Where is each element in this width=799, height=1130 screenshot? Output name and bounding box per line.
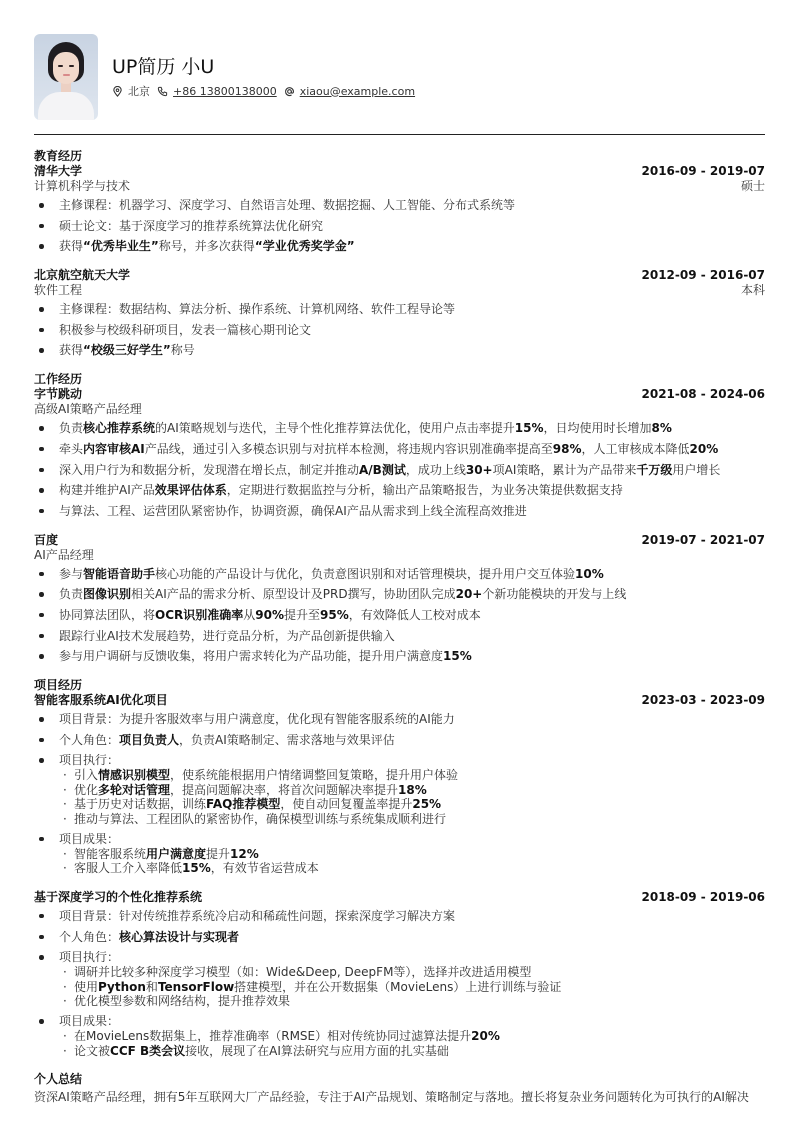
highlight-text: 15% <box>443 649 472 664</box>
date-range: 2016-09 - 2019-07 <box>641 164 765 178</box>
text-run: 硕士论文：基于深度学习的推荐系统算法优化研究 <box>59 218 324 233</box>
degree: 本科 <box>740 283 765 298</box>
company-name: 字节跳动 <box>34 387 83 402</box>
highlight-text: TensorFlow <box>157 979 235 994</box>
sub-list-item <box>59 847 765 862</box>
phone-link[interactable]: +86 13800138000 <box>173 84 277 98</box>
highlight-text: 15% <box>182 861 211 876</box>
text-run: 获得 <box>59 343 84 358</box>
sub-list-item <box>59 812 765 827</box>
header-divider <box>34 134 765 135</box>
highlight-text: 智能语音助手 <box>83 566 156 581</box>
list-item <box>34 607 765 623</box>
text-run: 项目背景：针对传统推荐系统冷启动和稀疏性问题，探索深度学习解决方案 <box>59 908 456 923</box>
text-run: 获得 <box>59 239 84 254</box>
degree: 硕士 <box>740 179 765 193</box>
highlight-text: 90% <box>255 607 285 622</box>
major: 计算机科学与技术 <box>34 179 131 193</box>
highlight-text: FAQ推荐模型 <box>206 797 281 812</box>
text-run: ，有效节省运营成本 <box>210 861 319 876</box>
highlight-text: 95% <box>320 607 349 622</box>
project-name: 智能客服系统AI优化项目 <box>34 693 168 708</box>
sub-list-item <box>59 965 765 980</box>
summary-text: 资深AI策略产品经理，拥有5年互联网大厂产品经验，专注于AI产品规划、策略制定与落地。擅长将复杂业务问题转化为可执行的AI解决 <box>34 1090 749 1105</box>
highlight-text: Python <box>98 979 146 994</box>
highlight-text: 8% <box>651 421 672 436</box>
list-item <box>34 566 765 582</box>
text-run: 项目成果： <box>59 831 120 846</box>
section-title: 工作经历 <box>34 372 83 387</box>
major: 软件工程 <box>34 283 83 298</box>
text-run: ，使系统能根据用户情绪调整回复策略，提升用户体验 <box>170 768 459 783</box>
text-run: 基于历史对话数据，训练 <box>74 797 207 812</box>
work-section <box>34 372 765 664</box>
text-run: ，有效降低人工校对成本 <box>348 607 481 622</box>
list-item <box>34 420 765 436</box>
text-run: 从 <box>243 607 256 622</box>
list-item <box>34 322 765 338</box>
candidate-name: UP简历 小U <box>112 56 215 78</box>
highlight-text: OCR识别准确率 <box>155 607 244 622</box>
list-item <box>34 503 765 519</box>
date-range: 2012-09 - 2016-07 <box>641 268 765 283</box>
highlight-text: 98% <box>552 441 582 456</box>
highlight-text: 30+ <box>465 462 493 477</box>
text-run: 协同算法团队，将 <box>59 607 156 622</box>
list-item <box>34 628 765 644</box>
bullet-list <box>34 711 765 876</box>
projects-section <box>34 678 765 1058</box>
entry-sub-row <box>34 548 765 563</box>
highlight-text: A/B测试 <box>359 462 406 477</box>
highlight-text: “校级三好学生” <box>83 343 171 358</box>
entry-header-row <box>34 890 765 905</box>
text-run: 跟踪行业AI技术发展趋势，进行竞品分析，为产品创新提供输入 <box>59 628 395 643</box>
bullet-list <box>34 908 765 1058</box>
highlight-text: 图像识别 <box>83 587 132 602</box>
sub-list-item <box>59 980 765 995</box>
date-range: 2021-08 - 2024-06 <box>641 387 765 402</box>
list-item <box>34 732 765 748</box>
sub-list-item <box>59 797 765 812</box>
text-run: ，日均使用时长增加 <box>543 421 652 436</box>
text-run: 项AI策略，累计为产品带来 <box>492 462 637 477</box>
entry-header-row <box>34 533 765 548</box>
list-item <box>34 301 765 317</box>
text-run: 深入用户行为和数据分析，发现潜在增长点，制定并推动 <box>59 462 360 477</box>
text-run: 负责 <box>59 421 84 436</box>
text-run: ，负责AI策略制定、需求落地与效果评估 <box>179 732 395 747</box>
text-run: ，提高问题解决率，将首次问题解决率提升 <box>170 782 399 797</box>
highlight-text: 千万级 <box>636 462 673 477</box>
text-run: 称号，并多次获得 <box>158 239 255 254</box>
sub-list <box>59 768 765 826</box>
list-item <box>34 929 765 945</box>
bullet-list <box>34 566 765 664</box>
list-item <box>34 482 765 498</box>
highlight-text: 10% <box>575 566 604 581</box>
text-run: 搭建模型，并在公开数据集（MovieLens）上进行训练与验证 <box>234 979 562 994</box>
location-text: 北京 <box>128 85 150 98</box>
text-run: ，定期进行数据监控与分析，输出产品策略报告，为业务决策提供数据支持 <box>226 483 623 498</box>
highlight-text: 核心算法设计与实现者 <box>119 929 240 944</box>
text-run: 与算法、工程、运营团队紧密协作，协调资源，确保AI产品从需求到上线全流程高效推进 <box>59 503 527 518</box>
bullet-list <box>34 420 765 518</box>
date-range: 2023-03 - 2023-09 <box>641 693 765 708</box>
highlight-text: 18% <box>398 782 427 797</box>
sub-list <box>59 1029 765 1058</box>
text-run: 个人角色： <box>59 929 120 944</box>
bullet-list <box>34 301 765 358</box>
highlight-text: 25% <box>412 797 442 812</box>
highlight-text: “学业优秀奖学金” <box>254 239 355 254</box>
list-item <box>34 908 765 924</box>
entry-header-row <box>34 164 765 179</box>
sub-list-item <box>59 783 765 798</box>
text-run: 使用 <box>74 979 99 994</box>
project-entry <box>34 890 765 1058</box>
highlight-text: 12% <box>230 846 259 861</box>
sub-list-item <box>59 861 765 876</box>
text-run: 参与 <box>59 566 84 581</box>
sub-list-item <box>59 1029 765 1044</box>
text-run: 在MovieLens数据集上，推荐准确率（RMSE）相对传统协同过滤算法提升 <box>74 1029 472 1044</box>
phone-icon <box>157 86 168 97</box>
company-name: 百度 <box>34 532 59 547</box>
text-run: 项目执行： <box>59 950 120 965</box>
highlight-text: CCF B类会议 <box>110 1043 186 1058</box>
list-item <box>34 218 765 234</box>
project-name: 基于深度学习的个性化推荐系统 <box>34 889 203 904</box>
highlight-text: 20% <box>471 1029 500 1044</box>
education-section <box>34 149 765 358</box>
text-run: 主修课程：机器学习、深度学习、自然语言处理、数据挖掘、人工智能、分布式系统等 <box>59 198 516 212</box>
sub-list-item <box>59 768 765 783</box>
text-run: 和 <box>145 979 158 994</box>
sub-list <box>59 965 765 1009</box>
avatar-photo <box>34 34 98 120</box>
list-item <box>34 462 765 478</box>
sub-list-item <box>59 1044 765 1059</box>
education-entry <box>34 164 765 254</box>
highlight-text: 内容审核AI <box>83 441 145 456</box>
bullet-list <box>34 197 765 254</box>
list-item <box>34 1013 765 1058</box>
education-entry <box>34 268 765 358</box>
text-run: 论文被 <box>74 1043 111 1058</box>
sub-list <box>59 847 765 876</box>
entry-sub-row <box>34 283 765 298</box>
text-run: 积极参与校级科研项目，发表一篇核心期刊论文 <box>59 322 312 337</box>
list-item <box>34 238 765 254</box>
text-run: 参与用户调研与反馈收集，将用户需求转化为产品功能，提升用户满意度 <box>59 649 444 664</box>
section-title: 项目经历 <box>34 678 83 693</box>
list-item <box>34 831 765 876</box>
text-run: 构建并维护AI产品 <box>59 483 155 498</box>
text-run: 提升至 <box>284 607 321 622</box>
text-run: 的AI策略规划与迭代，主导个性化推荐算法优化，使用户点击率提升 <box>155 421 515 436</box>
sub-list-item <box>59 994 765 1009</box>
text-run: 智能客服系统 <box>74 846 147 861</box>
list-item <box>34 441 765 457</box>
entry-header-row <box>34 387 765 402</box>
text-run: 优化模型参数和网络结构，提升推荐效果 <box>74 994 291 1009</box>
section-title: 教育经历 <box>34 149 83 163</box>
highlight-text: “优秀毕业生” <box>83 239 159 254</box>
highlight-text: 核心推荐系统 <box>83 421 156 436</box>
highlight-text: 效果评估体系 <box>154 483 227 498</box>
highlight-text: 情感识别模型 <box>98 768 171 783</box>
school-name: 清华大学 <box>34 164 83 178</box>
text-run: 接收，展现了在AI算法研究与应用方面的扎实基础 <box>185 1043 449 1058</box>
job-title: AI产品经理 <box>34 547 94 562</box>
text-run: 引入 <box>74 768 99 783</box>
job-title: 高级AI策略产品经理 <box>34 402 142 417</box>
text-run: 项目成果： <box>59 1014 120 1029</box>
text-run: 相关AI产品的需求分析、原型设计及PRD撰写，协助团队完成 <box>131 587 456 602</box>
text-run: ，使自动回复覆盖率提升 <box>280 797 413 812</box>
text-run: 推动与算法、工程团队的紧密协作，确保模型训练与系统集成顺利进行 <box>74 811 447 826</box>
date-range: 2018-09 - 2019-06 <box>641 889 765 904</box>
list-item <box>34 342 765 358</box>
list-item <box>34 586 765 602</box>
school-name: 北京航空航天大学 <box>34 268 131 283</box>
text-run: 称号 <box>170 343 195 358</box>
email-link[interactable]: xiaou@example.com <box>299 84 416 98</box>
entry-sub-row <box>34 179 765 194</box>
text-run: 个人角色： <box>59 732 120 747</box>
text-run: 项目背景：为提升客服效率与用户满意度，优化现有智能客服系统的AI能力 <box>59 712 455 727</box>
highlight-text: 15% <box>514 421 544 436</box>
highlight-text: 用户满意度 <box>146 846 207 861</box>
list-item <box>34 949 765 1009</box>
work-entry <box>34 533 765 664</box>
highlight-text: 20+ <box>455 587 483 602</box>
highlight-text: 20% <box>689 441 719 456</box>
at-sign-icon <box>284 86 295 97</box>
work-entry <box>34 387 765 518</box>
map-pin-icon <box>112 86 123 97</box>
section-title: 个人总结 <box>34 1072 83 1087</box>
text-run: 牵头 <box>59 441 84 456</box>
list-item <box>34 648 765 664</box>
text-run: ，成功上线 <box>405 462 466 477</box>
list-item <box>34 752 765 826</box>
resume-header <box>34 34 765 120</box>
list-item <box>34 197 765 213</box>
text-run: 个新功能模块的开发与上线 <box>482 587 627 602</box>
text-run: 负责 <box>59 587 84 602</box>
text-run: 用户增长 <box>672 462 721 477</box>
entry-header-row <box>34 693 765 708</box>
entry-header-row <box>34 268 765 283</box>
contact-info <box>112 83 422 99</box>
text-run: 客服人工介入率降低 <box>74 861 183 876</box>
resume-page <box>34 34 765 1105</box>
text-run: 提升 <box>206 846 231 861</box>
entry-sub-row <box>34 402 765 417</box>
list-item <box>34 711 765 727</box>
text-run: 优化 <box>74 782 99 797</box>
text-run: 核心功能的产品设计与优化，负责意图识别和对话管理模块，提升用户交互体验 <box>155 566 576 581</box>
text-run: 主修课程：数据结构、算法分析、操作系统、计算机网络、软件工程导论等 <box>59 302 456 317</box>
text-run: 调研并比较多种深度学习模型（如：Wide&Deep, DeepFM等），选择并改进适用模型 <box>74 965 532 980</box>
text-run: 项目执行： <box>59 753 120 768</box>
project-entry <box>34 693 765 876</box>
summary-section <box>34 1072 765 1105</box>
text-run: ，人工审核成本降低 <box>581 441 690 456</box>
highlight-text: 多轮对话管理 <box>98 782 171 797</box>
highlight-text: 项目负责人 <box>119 732 180 747</box>
text-run: 产品线，通过引入多模态识别与对抗样本检测，将违规内容识别准确率提高至 <box>144 441 553 456</box>
date-range: 2019-07 - 2021-07 <box>641 532 765 547</box>
